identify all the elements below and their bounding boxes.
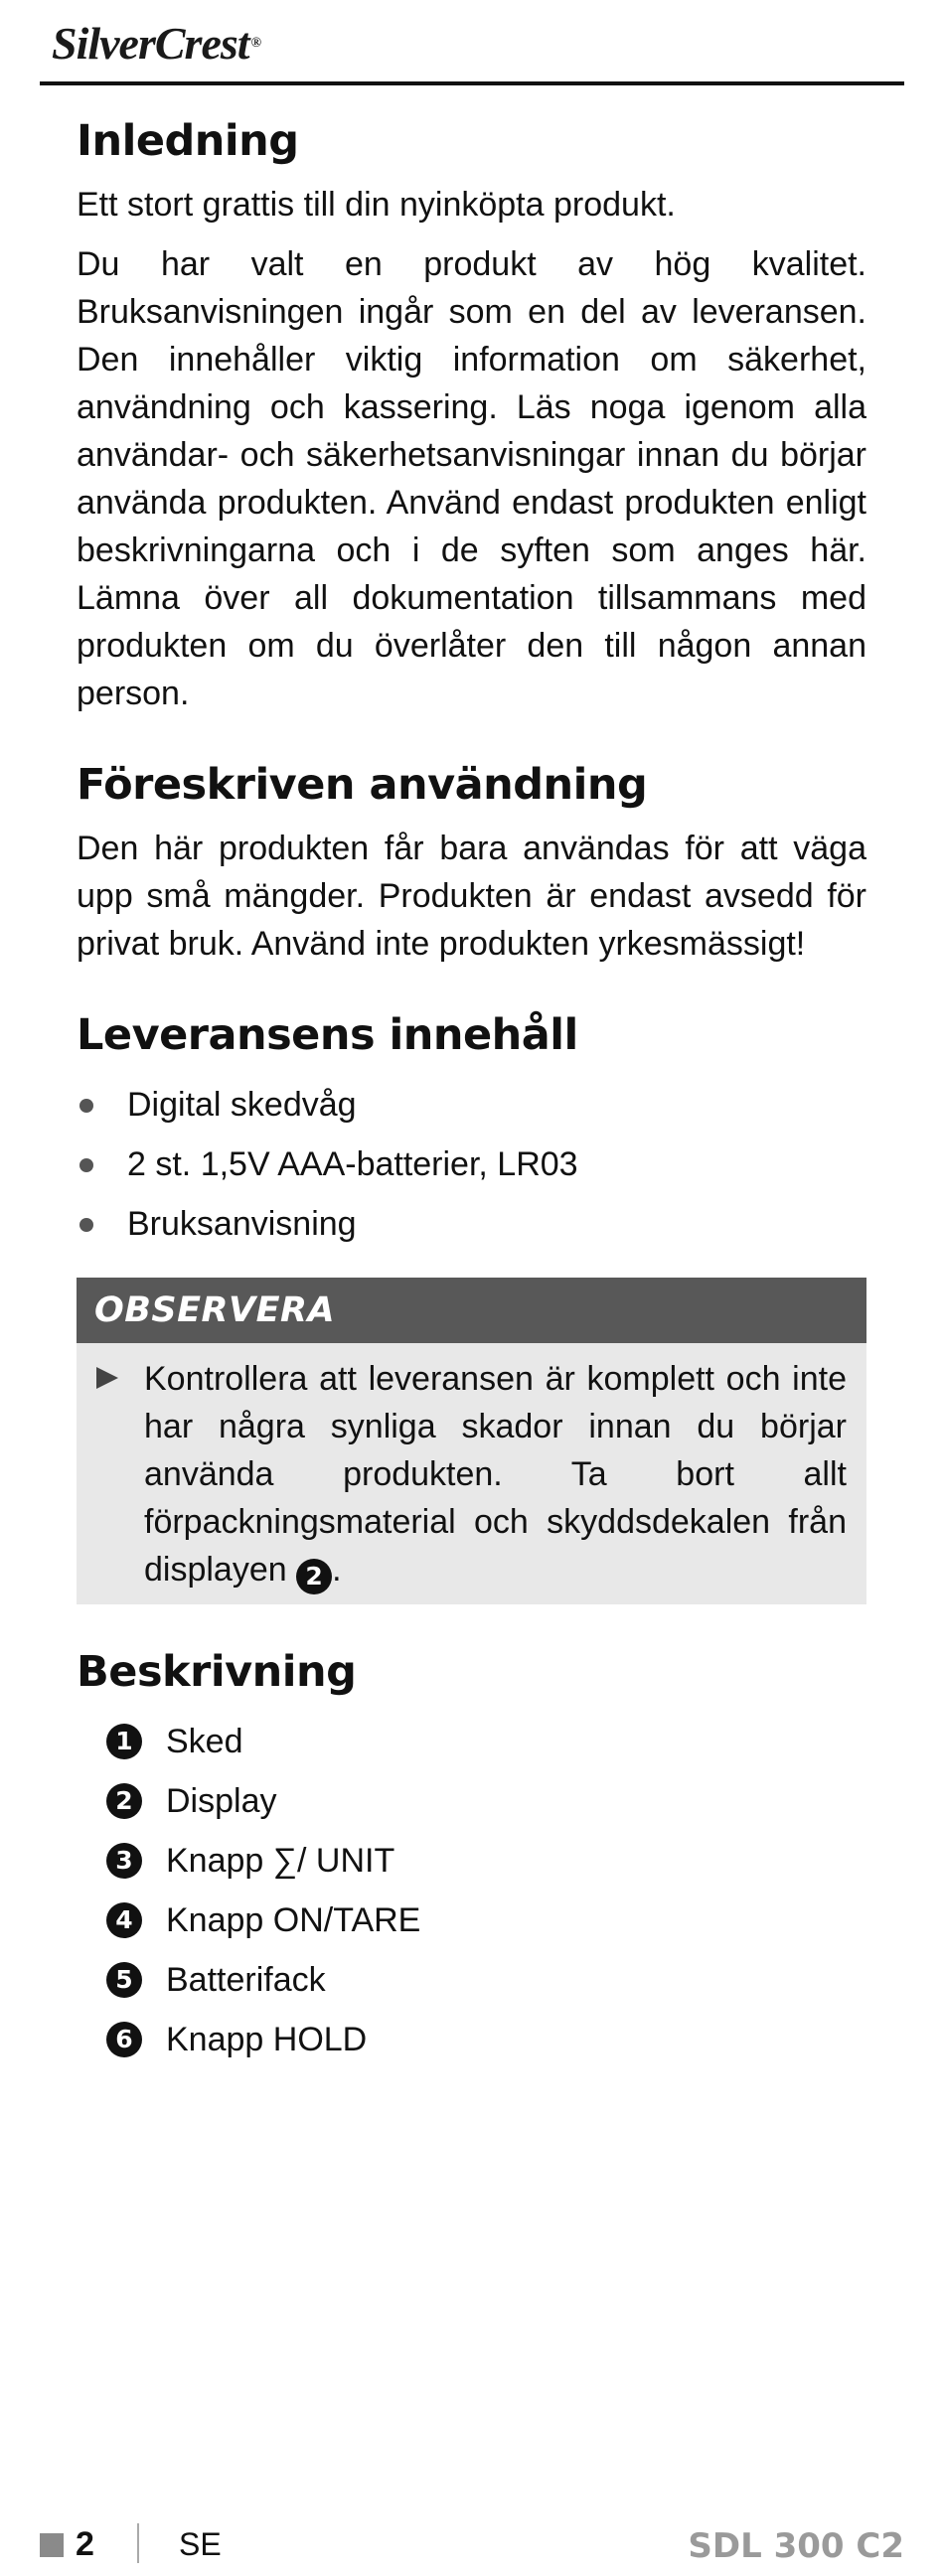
list-item: 2 Display [77, 1771, 866, 1831]
intro-paragraph-2: Du har valt en produkt av hög kvalitet. Bruksanvisningen ingår som en del av leveransen. Den innehåller viktig information om säkerhet, användning och kassering. Läs noga igenom alla användar- och säkerhetsanvisningar innan du börjar använda produkten. Använd endast produkten enligt beskrivningarna och i de syften som anges här. Lämna över all dokumentation tillsammans med produkten om du överlåter den till någon annan person. [77, 245, 866, 712]
list-item: 1 Sked [77, 1712, 866, 1771]
list-item: Bruksanvisning [77, 1194, 866, 1254]
list-item: 6 Knapp HOLD [77, 2010, 866, 2069]
delivery-list [77, 1075, 866, 1254]
square-icon [40, 2533, 64, 2557]
section-intro [77, 111, 866, 717]
note-text: Kontrollera att leveransen är komplett och inte har några synliga skador innan du börjar använda produkten. Ta bort allt förpackningsmaterial och skyddsdekalen från displayen 2 . [144, 1355, 847, 1594]
parts-list [77, 1712, 866, 2069]
list-item: 4 Knapp ON/TARE [77, 1891, 866, 1950]
page-footer [40, 2519, 904, 2569]
list-item: 2 st. 1,5V AAA-batterier, LR03 [77, 1135, 866, 1194]
description-heading: Beskrivning [77, 1647, 357, 1697]
part-number-icon: 1 [106, 1724, 142, 1759]
section-intended-use [77, 755, 866, 968]
brand-logo: SilverCrest ® [52, 18, 261, 69]
ref-number-icon: 2 [296, 1559, 332, 1594]
arrow-right-icon [96, 1367, 118, 1389]
delivery-heading: Leveransens innehåll [77, 1010, 578, 1060]
list-item: 5 Batterifack [77, 1950, 866, 2010]
note-title: OBSERVERA [77, 1278, 866, 1343]
bullet-icon [79, 1218, 93, 1232]
bullet-icon [79, 1158, 93, 1172]
footer-divider [137, 2523, 139, 2563]
list-item: 3 Knapp ∑/ UNIT [77, 1831, 866, 1891]
language-code: SE [179, 2526, 222, 2562]
intended-use-heading: Föreskriven användning [77, 760, 648, 810]
part-number-icon: 4 [106, 1902, 142, 1938]
part-number-icon: 6 [106, 2022, 142, 2057]
intro-heading: Inledning [77, 116, 299, 166]
bullet-icon [79, 1099, 93, 1113]
section-delivery [77, 1005, 866, 1604]
section-description [77, 1642, 866, 2069]
model-number: SDL 300 C2 [688, 2526, 904, 2566]
page-content [77, 111, 866, 2069]
intro-paragraph-1: Ett stort grattis till din nyinköpta produkt. [77, 186, 676, 224]
list-item: Digital skedvåg [77, 1075, 866, 1135]
part-number-icon: 5 [106, 1962, 142, 1998]
note-body [77, 1343, 866, 1604]
part-number-icon: 2 [106, 1783, 142, 1819]
intended-use-paragraph: Den här produkten får bara användas för att väga upp små mängder. Produkten är endast avsedd för privat bruk. Använd inte produkten yrkesmässigt! [77, 830, 866, 963]
note-box [77, 1278, 866, 1604]
part-number-icon: 3 [106, 1843, 142, 1879]
header-rule [40, 81, 904, 85]
page-number: 2 [76, 2525, 94, 2563]
